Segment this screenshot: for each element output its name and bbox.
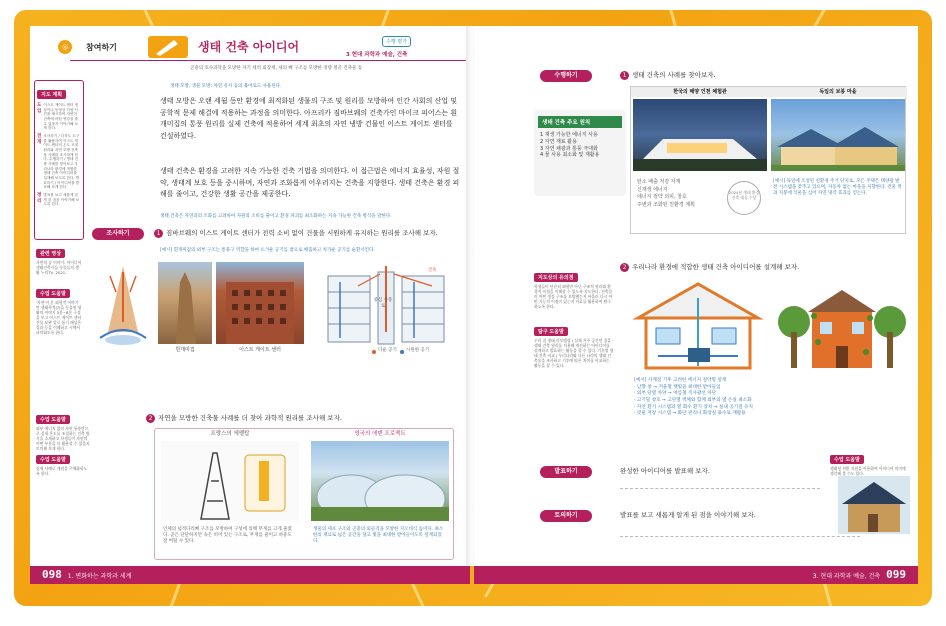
solar-house-photo bbox=[838, 476, 910, 534]
body-text-2: 생태 건축은 환경을 고려한 지속 가능한 건축 기법을 의미한다. 이 접근법은 에너지 효율성, 자원 절약, 생태계 보호 등을 중시하며, 자연과 조화롭게 어우러지는 건축을 지향한다. 생태 건축은 환경 피해를 줄이고, 건강한 생활 공간을 제공한다. bbox=[160, 167, 460, 199]
green-house-illustration bbox=[778, 282, 906, 374]
principle-item: 1 재생 가능한 에너지 사용 bbox=[540, 132, 598, 138]
eco-building-cases bbox=[630, 86, 906, 234]
page-header bbox=[30, 34, 470, 64]
incheon-center-photo bbox=[633, 99, 767, 171]
guide-plan-box bbox=[34, 80, 84, 240]
award-badge: 2024년 생태 환경 건축 대상 수상 bbox=[727, 181, 761, 215]
case1-title: 한국의 해양 인천 체험관 bbox=[631, 87, 769, 97]
eastgate-center-photo bbox=[216, 262, 304, 344]
legend-cool-air: 시원한 공기 bbox=[406, 348, 430, 353]
unit-label: 3 현대 과학과 예술, 건축 bbox=[346, 52, 408, 58]
section-label: 참여하기 bbox=[86, 43, 117, 52]
diagram-label-chimney: 굴뚝 bbox=[428, 268, 437, 273]
eden-project-photo bbox=[311, 441, 449, 521]
right-footer-text: 3. 현대 과학과 예술, 건축 bbox=[812, 573, 881, 580]
class-tip-box-3: 수업 도움말 실제 사례로 개념을 구체화하도록 한다. bbox=[36, 457, 88, 476]
perform-label: 수행하기 bbox=[540, 70, 592, 82]
design-notes: [예시] 사계절 기후 고려한 에너지 절약형 설계 · 남향 창 → 겨울철 햇빛을 최대한 받아들임 · 외부 단열 차양 → 여름철 직사광선 차단 · 고기밀 창호 → 고단열 벽체와 함께 외부의 열 손실 최소화 · 자연 환기 시스템과 열 회수 환기 장치 → 실내 공기질 유지 · 빗물 저장 시스템 → 화단 관리나 화장실 용수로 재활용 bbox=[634, 378, 754, 417]
activity-1: 1 짐바브웨의 이스트 게이트 센터가 전력 소비 없이 건물을 시원하게 유지하는 원리를 조사해 보자. bbox=[154, 229, 454, 238]
principle-item: 4 물 사용 최소화 및 재활용 bbox=[540, 152, 600, 159]
number-1-icon: 1 bbox=[154, 229, 163, 238]
present-label: 발표하기 bbox=[540, 466, 592, 478]
case1-features: 탄소 배출 저감 자재 신재생 에너지 에너지 절약 외피, 창호 주변과 조화된 친환경 계획 bbox=[637, 179, 695, 208]
right-page bbox=[474, 26, 918, 566]
case2-description: [예시] 독일에 조성된 친환경 주거 단지로, 모든 주택은 태양광 발전 시스템을 갖추고 있으며, 자동차 없는 마을을 지향한다. 건물 벽과 지붕에 식물을 심어 자연 냉각 효과를 얻는다. bbox=[773, 179, 902, 196]
inquiry-tip-box: 탐구 도움말 우리 집 생태 리모델링 / 실제 거주 공간인 집을 생태 건축 원리를 적용해 개선하는 아이디어를 설계하고 발표하는 활동을 할 수 있다. 기후별 생태 건축 비교 / 우리나라와 다른 나라의 생태 건축물을 조사하고 기후에 따른 차이를 비교하는 활동을 할 수 있다. bbox=[534, 329, 614, 368]
eden-title: 영국의 에덴 프로젝트 bbox=[354, 431, 406, 437]
left-page-number: 098 bbox=[42, 568, 62, 581]
class-tip-box-2: 수업 도움말 외부 에너지 없이 자연 통풍만으로 실내 온도를 조절하는 건축 방식을 소개하고 학생들이 자연의 어떤 부분을 더 활용할 수 있을지 토의해 보게 한다. bbox=[36, 417, 90, 451]
guide-row: 도입 이스트 게이트 센터 영상이나 동영상 다양 사진을 제시하여 자연이 건축에 어떤 영감을 줄 수 있을지 이야기해 보게 한다. bbox=[37, 103, 79, 131]
pencil-icon bbox=[148, 36, 188, 58]
class-tip-box: 수업 도움말 '자연'이 흔 외형적 이야기 만 생태학적(?)을 동물원 생활의 이야기 5분~6분 구성을 보고 이스트 게이트 센터 건물 보완 알로 통기 패널은 결과 등을 이해하고 시에서 파악하도록 한다. bbox=[36, 291, 82, 335]
eastgate-caption: 이스트 게이트 센터 bbox=[239, 347, 281, 353]
termite-mound-caption: 흰개미집 bbox=[175, 347, 195, 353]
present-question: 완성한 아이디어를 발표해 보자. bbox=[620, 467, 710, 475]
number-2-icon: 2 bbox=[620, 263, 629, 272]
principles-title: 생태 건축 주요 원칙 bbox=[538, 116, 622, 128]
activity-2: 2 자연을 모방한 건축물 사례를 더 찾아 과학적 원리를 조사해 보자. bbox=[146, 414, 456, 423]
eiffel-title: 프랑스의 에펠탑 bbox=[210, 431, 250, 437]
principle-item: 3 자연 채광과 통풍 극대화 bbox=[540, 145, 598, 152]
discuss-label: 토의하기 bbox=[540, 510, 592, 522]
vauban-village-photo bbox=[771, 99, 905, 171]
termite-airflow-diagram bbox=[94, 262, 152, 346]
class-tip-box-right: 수업 도움말 생태형 친환 지침을 이용하여 아이디어 의미에 생각해 볼 수도 있다. bbox=[830, 457, 906, 476]
left-footer bbox=[30, 566, 470, 584]
building-cross-section-diagram bbox=[310, 262, 460, 356]
assessment-badge: 수행 평가 bbox=[382, 36, 411, 47]
eiffel-tower-illustration bbox=[161, 441, 299, 521]
case2-title: 독일의 보봉 마을 bbox=[769, 87, 907, 97]
answer-line bbox=[620, 488, 820, 489]
termite-mound-photo bbox=[158, 262, 212, 344]
diagram-label-duct: 중심 송풍로 bbox=[373, 298, 393, 309]
section-number-icon: ◎ bbox=[58, 40, 72, 54]
legend-hot-air: 더운 공기 bbox=[378, 348, 397, 353]
principle-item: 2 자연 재료 활용 bbox=[540, 138, 577, 145]
guide-plan-rows bbox=[35, 101, 83, 209]
eiffel-description: 인체의 넓적다리뼈 구조를 모방하여 구성에 의해 무게를 크게 줄였다. 곧은 단단하지만 속은 비어 있는 구조로, 무게를 줄이고 하중도 잘 버틸 수 있다. bbox=[163, 527, 292, 544]
body-text-1: 생태 모방은 오랜 세월 동안 환경에 최적화된 생물의 구조 및 원리를 모방하여 인간 사회의 산업 및 공학적 문제 해결에 적용하는 과정을 의미한다. 아프리카 짐바브웨의 건축가인 마이크 피어스는 흰개미집의 통풍 원리를 실제 건축에 적용하여 세계 최초의 자연 냉방 건물인 이스트 게이트 센터를 건설하였다. bbox=[160, 97, 458, 140]
body-footnote: 생태 건축은 자연과의 조화를 고려하여 자원의 소비를 줄이고 환경 파괴를 최소화하는 지속 가능한 건축 방식을 말한다. bbox=[160, 214, 392, 219]
number-1-icon: 1 bbox=[620, 71, 629, 80]
guidance-box: 지도상의 유의점 학생들이 단순히 외형만 아닌 구조적 원리와 환경적 이점을 이해할 수 있도록 지도한다. 건축물이 어떤 생물 구조를 모방했는지 아울러 다시 어떤 기능적 이점이 있는지 자료를 활용하여 탐구하도록 한다. bbox=[534, 275, 613, 309]
guide-row: 정리 발표를 보고 새롭게 알게 된 점을 이야기해 보도록 한다. bbox=[37, 193, 80, 207]
answer-line bbox=[620, 536, 860, 537]
eden-description: 생물의 세포 구조와 곤충의 외골격을 모방한 지오데식 돔이다. 최소한의 재료로 넓은 공간을 덮고 빛을 최대한 받아들이도록 설계되었다. bbox=[313, 527, 444, 544]
right-page-number: 099 bbox=[886, 568, 906, 581]
left-page bbox=[30, 26, 470, 566]
textbook-spread bbox=[30, 26, 918, 584]
title-subtitle: 곤충의 호수과학을 모방한 자기 세척 외장재, 새의 뼈 구조를 모방한 경량 철골 건축물 등 bbox=[190, 66, 363, 71]
principles-scroll bbox=[534, 110, 626, 196]
examples-panel bbox=[154, 428, 454, 560]
term-note: 생태 모방, 생물 모방: 자연 유사 등의 용어로도 사용된다. bbox=[170, 84, 282, 89]
right-activity-1: 1 생태 건축의 사례를 찾아보자. bbox=[620, 71, 900, 80]
related-video-box: 관련 영상 자연의 숨 이야기: 이이디어 생태건축가들 동물들의 생활 누리TV, 2021. bbox=[36, 251, 82, 275]
number-2-icon: 2 bbox=[146, 414, 155, 423]
investigate-label: 조사하기 bbox=[92, 228, 144, 240]
page-title: 생태 건축 아이디어 bbox=[198, 40, 300, 54]
header-divider bbox=[70, 60, 470, 61]
example-1: [예시] 흰개미집의 외부 구조는 통풍구 역할을 하여 뜨거운 공기를 밖으로 배출하고 차가운 공기를 순환시킨다. bbox=[160, 248, 375, 253]
right-activity-2: 2 우리나라 환경에 적합한 생태 건축 아이디어를 설계해 보자. bbox=[620, 263, 900, 272]
right-footer bbox=[474, 566, 918, 584]
guide-row: 전개 조사하기 / 다각도 도구를 활용하여 이스트 게이트 센터의 온도 조절 원리와 자연 모방 건축물 사례를 조사하게 한다. 수행하기 / 생태 건축 사례를 찾아보고 우리나라 환경에 적합한 생태 건축 아이디어를 설계해 보도록 한다. 발표하기 / 아이디어를 발표해 보게 한다. bbox=[37, 134, 80, 190]
guide-plan-title: 지도 계획 bbox=[37, 90, 66, 99]
left-footer-text: 1. 변화하는 과학과 세계 bbox=[67, 573, 132, 580]
discuss-question: 발표를 보고 새롭게 알게 된 점을 이야기해 보자. bbox=[620, 511, 756, 519]
eco-house-diagram bbox=[628, 278, 774, 374]
